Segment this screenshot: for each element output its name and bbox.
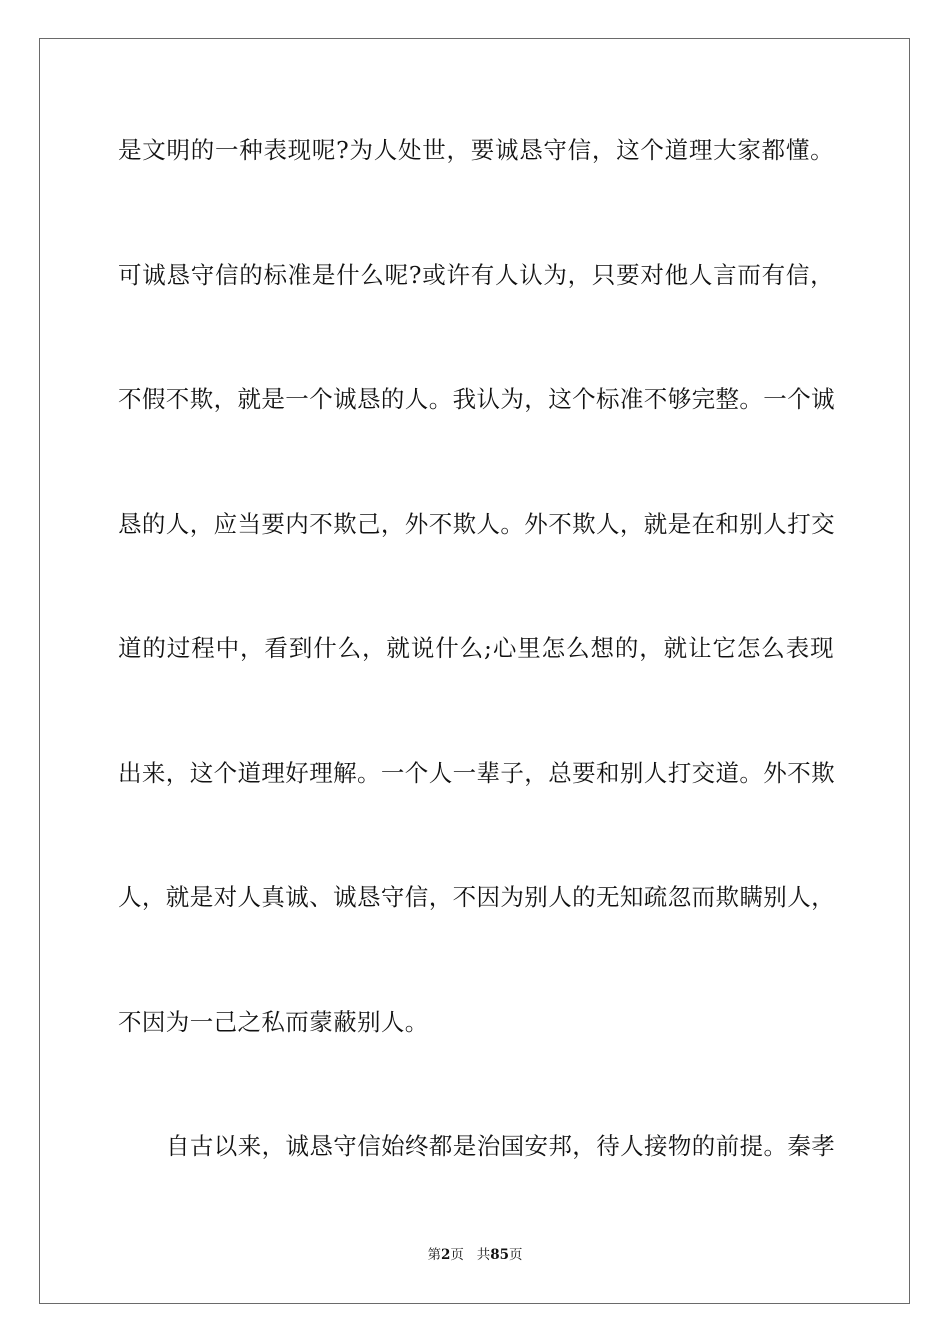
footer-total-pages: 85 (490, 1247, 510, 1263)
body-text-line-5: 道的过程中，看到什么，就说什么;心里怎么想的，就让它怎么表现 (118, 634, 834, 662)
body-text-line-1: 是文明的一种表现呢?为人处世，要诚恳守信，这个道理大家都懂。 (118, 136, 834, 164)
footer-total-suffix: 页 (509, 1247, 523, 1263)
page-footer (0, 1246, 950, 1264)
body-text-line-9: 自古以来，诚恳守信始终都是治国安邦，待人接物的前提。秦孝 (166, 1132, 836, 1160)
body-text-line-6: 出来，这个道理好理解。一个人一辈子，总要和别人打交道。外不欺 (118, 759, 835, 787)
footer-page-suffix: 页 (450, 1247, 464, 1263)
footer-total-prefix: 共 (476, 1247, 491, 1263)
footer-page-prefix: 第 (427, 1247, 441, 1263)
body-text-line-2: 可诚恳守信的标准是什么呢?或许有人认为，只要对他人言而有信， (118, 261, 834, 289)
body-text-line-8: 不因为一己之私而蒙蔽别人。 (118, 1008, 429, 1036)
body-text-line-3: 不假不欺，就是一个诚恳的人。我认为，这个标准不够完整。一个诚 (118, 385, 835, 413)
footer-page-number: 2 (440, 1247, 451, 1263)
body-text-line-7: 人，就是对人真诚、诚恳守信，不因为别人的无知疏忽而欺瞒别人， (118, 883, 835, 911)
page-border (39, 38, 910, 1304)
body-text-line-4: 恳的人，应当要内不欺己，外不欺人。外不欺人，就是在和别人打交 (118, 510, 835, 538)
